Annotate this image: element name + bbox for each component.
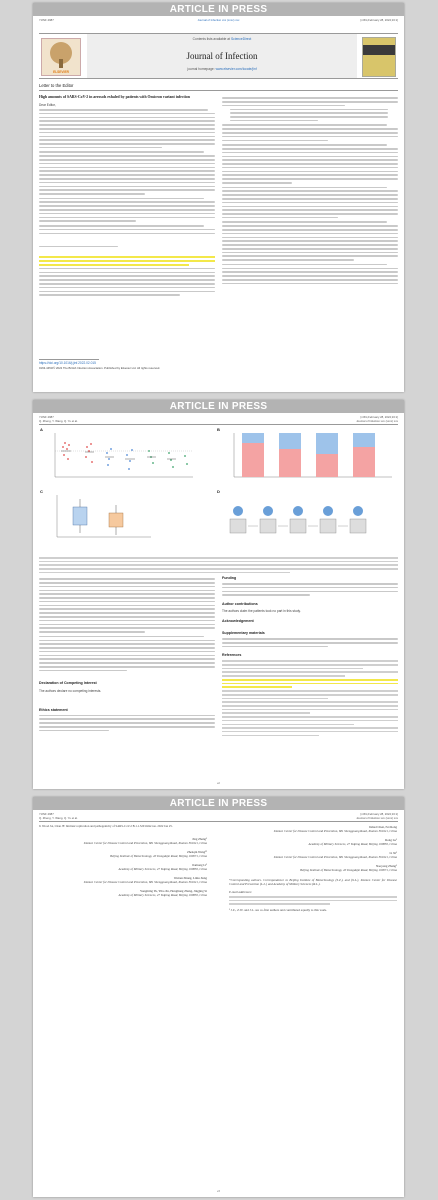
publisher-name: ELSEVIER — [53, 70, 69, 74]
author-affiliation: Xiamen Center for Disease Control and Prevention, 681 Shengguang Road, Xiamen 361021, China — [83, 840, 207, 845]
author-affiliation: Xiamen Center for Disease Control and Prevention, 681 Shengguang Road, Xiamen 361021, China — [83, 879, 207, 884]
page-number: e3 — [217, 1189, 220, 1193]
running-head-right: [m5G;February 28, 2022;16:1] — [360, 18, 398, 22]
author-affiliation: Xiamen Center for Disease Control and Prevention, 681 Shengguang Road, Xiamen 361021, China — [273, 829, 397, 833]
author-name: Rong Lu¹ — [385, 838, 397, 842]
author-name: Weiren Zhang, Limu Jiang — [173, 875, 207, 880]
panel-label-a: A — [40, 427, 43, 432]
contents-line: Contents lists available at ScienceDirect — [192, 37, 252, 41]
right-column — [222, 95, 398, 287]
references-list — [222, 660, 398, 736]
highlighted-text — [39, 256, 215, 258]
author-name: Naoyong Zhang¹ — [376, 864, 397, 868]
journal-masthead — [87, 34, 357, 78]
declaration-heading: Declaration of Competing Interest — [39, 681, 97, 686]
author-name: Jing Zheng¹ — [192, 836, 207, 841]
declaration-text: The authors declare no competing interests. — [39, 689, 102, 694]
panel-label-d: D — [217, 489, 220, 494]
panel-label-b: B — [217, 427, 220, 432]
elsevier-logo — [41, 38, 81, 76]
contributions-heading: Author contributions — [222, 601, 258, 606]
funding-heading: Funding — [222, 576, 237, 580]
homepage-line: journal homepage: www.elsevier.com/locate/jinf — [187, 67, 257, 71]
author-affiliation: Academy of Military Sciences, 27 Taiping Road, Beijing 100850, China — [118, 892, 207, 897]
running-head-left: YJINF 4987 — [39, 18, 54, 22]
section-label: Letter to the Editor — [39, 83, 74, 88]
panel-d-schematic — [224, 493, 394, 543]
author-affiliation: Academy of Military Sciences, 27 Taiping Road, Beijing 100850, China — [308, 842, 397, 846]
right-column — [229, 825, 397, 912]
figure-caption — [39, 555, 398, 576]
reference-9: 9. Wood JA, Chan JF. Intrinsic replication and pathogenicity of SARS-CoV-2 B.1.1.529 Omicron. 2022 Jan 25. — [39, 824, 173, 828]
paper-page-2: ARTICLE IN PRESS YJINF 4987 [m5G;February 28, 2022;16:1] Q. Zheng, Y. Wang, Q. Yu et al. Journal of Infection xxx (xxxx) xxx A B C D Declaration of Competing Interest The authors declare no competing interests. Ethics statement Funding Author contributions The authors claim the patients took no part in this study. Acknowledgement Supplementary materials References e2 — [33, 400, 404, 789]
article-in-press-banner: ARTICLE IN PRESS — [33, 3, 404, 16]
left-column — [39, 95, 215, 298]
author-name: Jished Chen, Fei Rong — [368, 825, 397, 829]
author-affiliation: Beijing Institute of Biotechnology, 20 Dongdajie Road, Beijing 100071, China — [300, 868, 397, 872]
supplementary-heading: Supplementary materials — [222, 631, 265, 636]
article-title: High amounts of SARS-CoV-2 in aerosols exhaled by patients with Omicron variant infection — [39, 95, 190, 99]
ethics-heading: Ethics statement — [39, 707, 68, 712]
salutation: Dear Editor, — [39, 102, 56, 107]
panel-label-c: C — [40, 489, 43, 494]
journal-title: Journal of Infection — [186, 51, 258, 61]
panel-b-stacked-bar-chart — [224, 429, 394, 487]
figure-1 — [39, 427, 398, 553]
author-affiliation: Beijing Institute of Biotechnology, 20 Dongdajie Road, Beijing 100071, China — [110, 853, 207, 858]
journal-header — [39, 33, 398, 79]
article-in-press-banner: ARTICLE IN PRESS — [33, 797, 404, 810]
author-name: Jiamong Li¹ — [192, 862, 207, 867]
copyright-line: 0163-4453/© 2022 The British Infection Association. Published by Elsevier Ltd. All rights reserved. — [39, 366, 161, 370]
doi-link[interactable]: https://doi.org/10.1016/j.jinf.2022.02.015 — [39, 361, 96, 365]
acknowledgement-heading: Acknowledgement — [222, 619, 254, 624]
paper-page-1 — [33, 3, 404, 392]
left-column — [39, 576, 215, 734]
right-column — [222, 576, 398, 738]
left-column — [39, 825, 207, 897]
author-affiliation: Academy of Military Sciences, 27 Taiping Road, Beijing 100850, China — [118, 866, 207, 871]
author-name: Yongming Yu, Yibo Jin, Hongliang Zhang, Jingjing Si — [139, 888, 207, 893]
corresponding-note: *Corresponding authors. Correspondence to Beijing Institute of Biotechnology (S.Z.), and (X.L.), Xiamen Center for Disease Control and Prevention (L.L.) and Academy of Military Sciences (R.L.). — [229, 878, 397, 887]
sciencedirect-link[interactable]: ScienceDirect — [230, 37, 252, 41]
panel-c-box-plot — [45, 491, 155, 545]
journal-homepage-link[interactable]: www.elsevier.com/locate/jinf — [215, 67, 257, 71]
paper-page-3: ARTICLE IN PRESS YJINF 4987 [m5G;February 28, 2022;16:1] Q. Zheng, Y. Wang, Q. Yu et al. Journal of Infection xxx (xxxx) xxx 9. Wood JA, Chan JF. Intrinsic replication and pathogenicity of SARS-CoV-2 B.1.1.529 Omicron. 2022 Jan 25. Jing Zheng¹ Xiamen Center for Disease Control and Prevention, 681 Shengguang Road, Xiamen 361021, China Zhenqin Wang¹² Beijing Institute of Biotechnology, 20 Dongdajie Road, Beijing 100071, China Jiamong Li¹ Academy of Military Sciences, 27 Taiping Road, Beijing 100850, China Weiren Zhang, Limu Jiang Xiamen Center for Disease Control and Prevention, 681 Shengguang Road, Xiamen 361021, China Yongming Yu, Yibo Jin, Hongliang Zhang, Jingjing Si Academy of Military Sciences, 27 Taiping Road, Beijing 100850, China Jished Chen, Fei Rong Xiamen Center for Disease Control and Prevention, 681 Shengguang Road, Xiamen 361021, China Rong Lu¹ Academy of Military Sciences, 27 Taiping Road, Beijing 100850, China Li Xi¹ Xiamen Center for Disease Control and Prevention, 681 Shengguang Road, Xiamen 361021, China Naoyong Zhang¹ Beijing Institute of Biotechnology, 20 Dongdajie Road, Beijing 100071, China *Corresponding authors. Correspondence to Beijing Institute of Biotechnology (S.Z.), and (X.L.), Xiamen Center for Disease Control and Prevention (L.L.) and Academy of Military Sciences (R.L.). E-mail addresses: ¹ J.Z., Z.W. and J.L. are co-first authors and contributed equally to this work. e3 — [33, 797, 404, 1197]
author-name: Zhenqin Wang¹² — [186, 849, 207, 854]
body-text-left — [39, 109, 215, 296]
journal-cover-thumbnail — [362, 37, 396, 77]
contributions-text: The authors claim the patients took no part in this study. — [222, 608, 301, 613]
page-number: e2 — [217, 781, 220, 785]
running-head-center: Journal of Infection xxx (xxxx) xxx — [197, 18, 240, 22]
panel-a-scatter-plot — [45, 429, 195, 487]
co-first-author-footnote: ¹ J.Z., Z.W. and J.L. are co-first authors and contributed equally to this work. — [229, 907, 327, 912]
author-name: Li Xi¹ — [389, 851, 397, 855]
article-in-press-banner: ARTICLE IN PRESS — [33, 400, 404, 413]
email-line: E-mail addresses: — [229, 889, 252, 894]
author-affiliation: Xiamen Center for Disease Control and Prevention, 681 Shengguang Road, Xiamen 361021, China — [273, 855, 397, 859]
references-heading: References — [222, 653, 242, 658]
